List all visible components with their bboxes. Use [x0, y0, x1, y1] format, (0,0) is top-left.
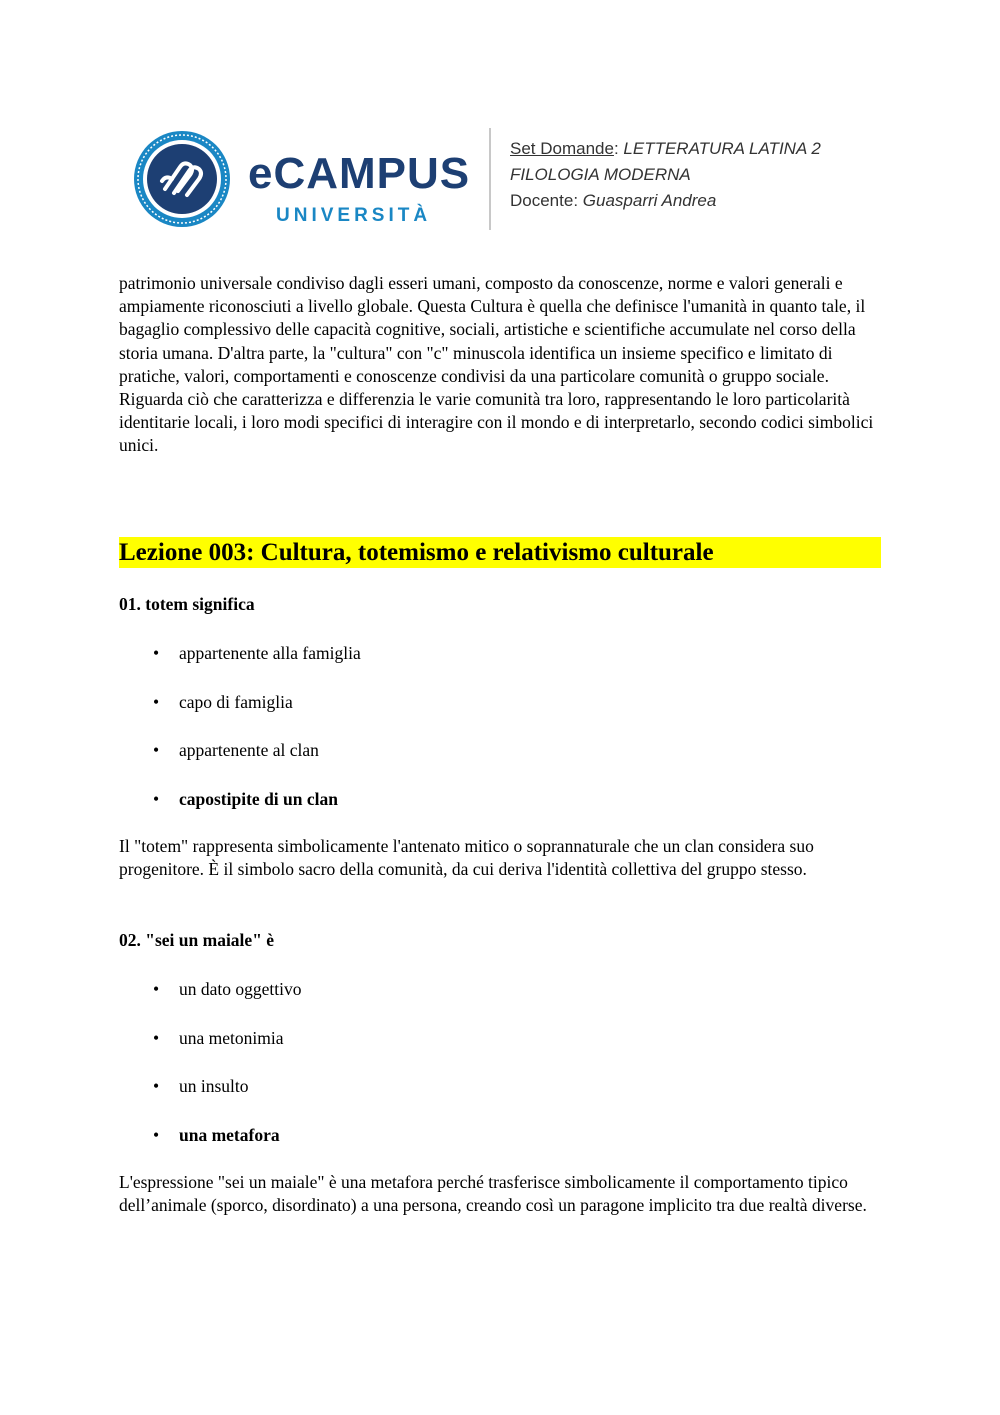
bullet-icon: •: [153, 643, 160, 663]
bullet-icon: •: [153, 1028, 160, 1048]
ecampus-logo: [248, 150, 488, 230]
header-info: [510, 136, 821, 214]
lesson-heading: Lezione 003: Cultura, totemismo e relativismo culturale: [119, 537, 881, 568]
bullet-icon: •: [153, 740, 160, 760]
logo-sub-text: UNIVERSITÀ: [276, 205, 432, 226]
answer-option: [153, 1027, 284, 1050]
answer-option: [153, 642, 361, 665]
answer-option: [153, 978, 301, 1001]
set-label: Set Domande: [510, 139, 614, 158]
bullet-icon: •: [153, 979, 160, 999]
bullet-icon: •: [153, 789, 160, 809]
bullet-icon: •: [153, 1076, 160, 1096]
answer-option: [153, 1075, 249, 1098]
answer-option: [153, 739, 319, 762]
correct-answer-option: [153, 1124, 280, 1147]
teacher-line: Docente: Guasparri Andrea: [510, 191, 717, 210]
answer-option-text: una metonimia: [179, 1028, 284, 1048]
answer-explanation: Il "totem" rappresenta simbolicamente l'antenato mitico o soprannaturale che un clan considera suo progenitore. È il simbolo sacro della comunità, da cui deriva l'identità collettiva del gruppo stesso.: [119, 836, 814, 880]
answer-option-text: appartenente alla famiglia: [179, 643, 361, 663]
header-divider: [489, 128, 491, 230]
teacher-label: Docente: [510, 191, 574, 210]
course-line: FILOLOGIA MODERNA: [510, 165, 691, 184]
logo-brand-text: eCAMPUS: [248, 149, 471, 198]
answer-option: [153, 691, 293, 714]
teacher-value: Guasparri Andrea: [582, 191, 717, 210]
answer-option-text: un insulto: [179, 1076, 249, 1096]
answer-option-text: un dato oggettivo: [179, 979, 302, 999]
bullet-icon: •: [153, 692, 160, 712]
correct-answer-option: [153, 788, 338, 811]
answer-option-text: appartenente al clan: [179, 740, 319, 760]
correct-answer-text: capostipite di un clan: [179, 789, 338, 809]
correct-answer-text: una metafora: [179, 1125, 280, 1145]
question-title: 01. totem significa: [119, 594, 255, 614]
ecampus-seal-icon: [132, 129, 232, 229]
answer-option-text: capo di famiglia: [179, 692, 293, 712]
answer-explanation: L'espressione "sei un maiale" è una metafora perché trasferisce simbolicamente il comportamento tipico dell’animale (sporco, disordinato) a una persona, creando così un paragone implicito tra due realtà diverse.: [119, 1172, 867, 1216]
set-value: LETTERATURA LATINA 2: [623, 139, 821, 158]
set-line: Set Domande: LETTERATURA LATINA 2: [510, 139, 821, 158]
bullet-icon: •: [153, 1125, 160, 1145]
question-title: 02. "sei un maiale" è: [119, 930, 275, 950]
document-header: [130, 126, 890, 232]
intro-paragraph: patrimonio universale condiviso dagli esseri umani, composto da conoscenze, norme e valori generali e ampiamente riconosciuti a livello globale. Questa Cultura è quella che definisce l'umanità in quanto tale, il bagaglio complessivo delle capacità cognitive, sociali, artistiche e scientifiche accumulate nel corso della storia umana. D'altra parte, la "cultura" con "c" minuscola identifica un insieme specifico e limitato di pratiche, valori, comportamenti e conoscenze condivisi da una particolare comunità o gruppo sociale. Riguarda ciò che caratterizza e differenzia le varie comunità tra loro, rappresentando le loro particolarità identitarie locali, i loro modi specifici di interagire con il mondo e di interpretarlo, secondo codici simbolici unici.: [119, 273, 874, 456]
